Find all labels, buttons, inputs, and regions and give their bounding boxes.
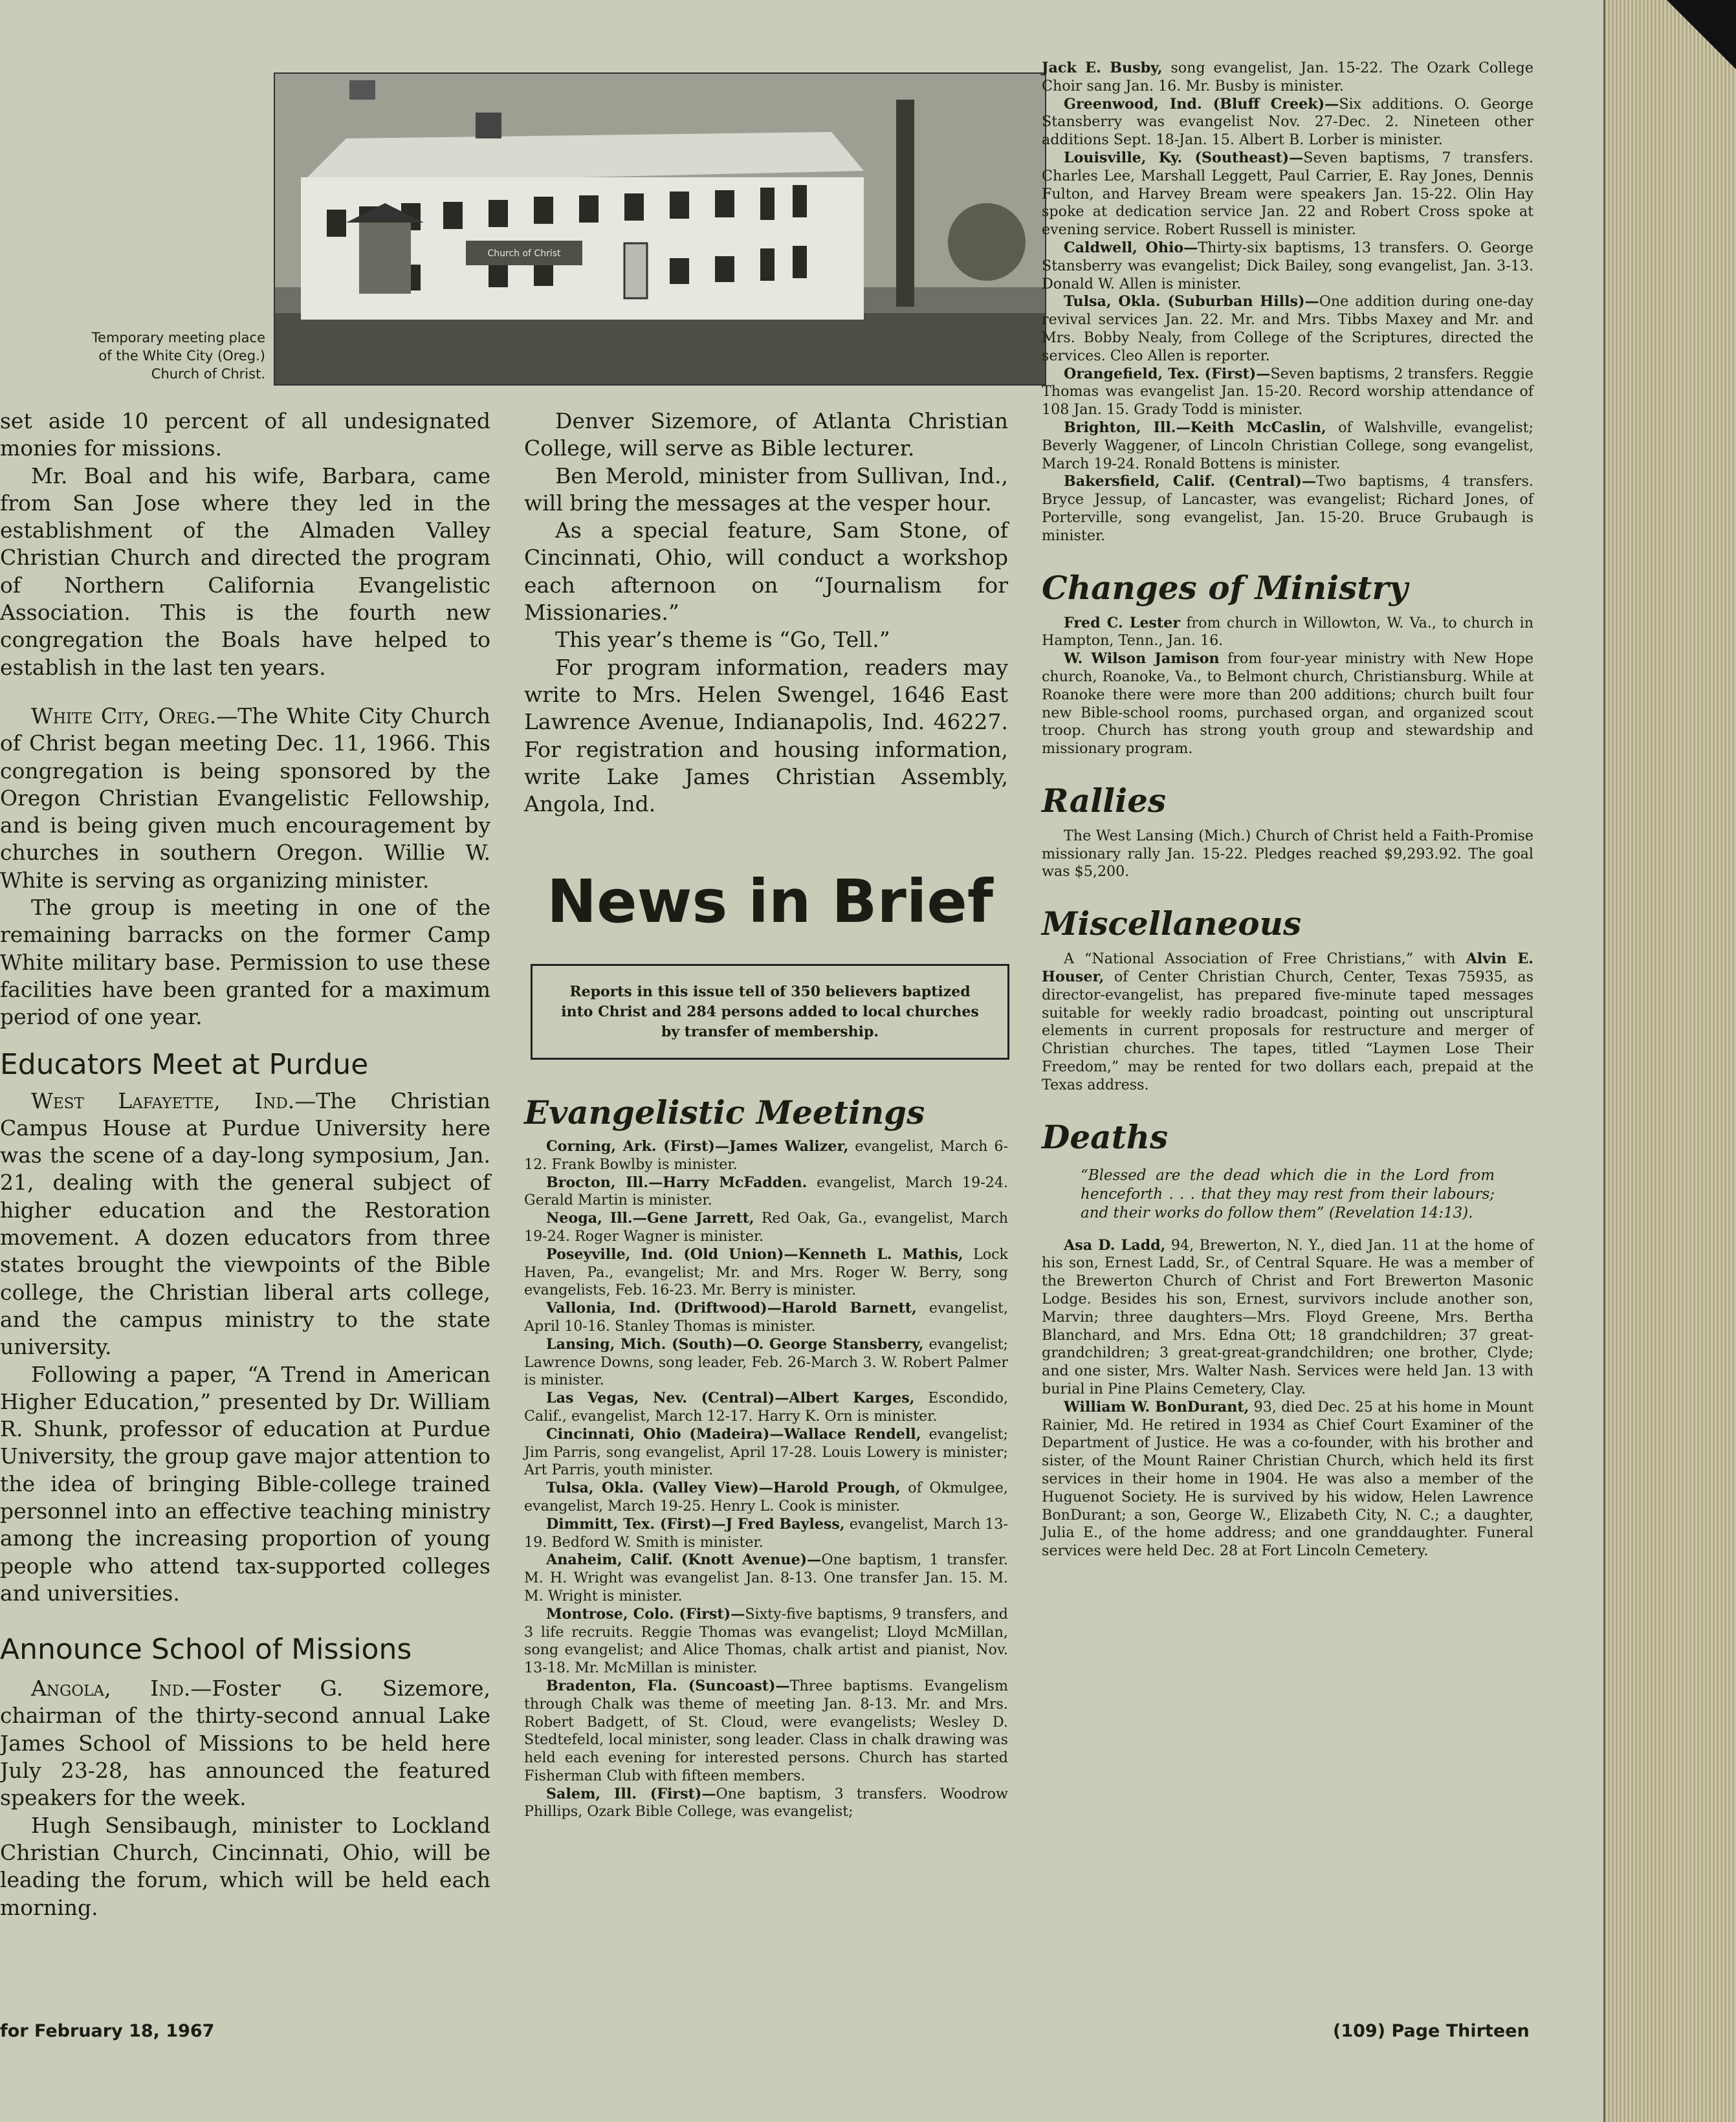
item-body: of Okmulgee, evangelist, March 19-25. Henry L. Cook is minister. [524,1480,1008,1515]
item-body: 94, Brewerton, N. Y., died Jan. 11 at the home of his son, Ernest Ladd, Sr., of Central Square. He was a member of the Brewerton Church of Christ and Fort Brewerton Masonic Lodge. Besides his son, Ernest, survivors include another son, Marvin; three daughters—Mrs. Floyd Greene, Mrs. Bertha Blanchard, and Mrs. Edna Ott; 18 grandchildren; 37 great-grandchildren; 3 great-great-grandchildren; one brother, Clyde; and one sister, Mrs. Walter Nash. Services were held Jan. 13 with burial in Pine Plains Cemetery, Clay. [1042,1236,1534,1398]
book-page-edges [1603,0,1736,2122]
list-item [1042,650,1533,758]
photo-caption [0,329,265,383]
evangelistic-list [524,1138,1008,1821]
deaths-heading: Deaths [1042,1117,1169,1156]
item-body: One baptism, 1 transfer. M. H. Wright was evangelist Jan. 8-13. One transfer Jan. 15. M. M. Wright is minister. [524,1551,1008,1604]
dateline: Angola, Ind. [31,1676,191,1701]
educators-headline: Educators Meet at Purdue [0,1047,369,1081]
list-item [524,1480,1008,1516]
item-lead: Brocton, Ill.—Harry McFadden. [546,1174,808,1191]
list-item [524,1336,1008,1390]
item-body: evangelist, March 13-19. Bedford W. Smith is minister. [524,1515,1008,1551]
item-body: Thirty-six baptisms, 13 transfers. O. George Stansberry was evangelist; Dick Bailey, song evangelist, Jan. 3-13. Donald W. Allen is minister. [1042,239,1533,292]
item-body: evangelist; Jim Parris, song evangelist, April 17-28. Louis Lowery is minister; Art Parris, youth minister. [524,1425,1008,1479]
list-item [524,1426,1008,1480]
list-item [524,1174,1008,1210]
item-body: evangelist, April 10-16. Stanley Thomas is minister. [524,1300,1008,1335]
caption-line: Temporary meeting place [91,330,265,345]
paragraph: This year’s theme is “Go, Tell.” [555,627,890,653]
caption-line: of the White City (Oreg.) [98,348,265,364]
list-item [1042,96,1533,149]
paragraph: For program information, readers may write to Mrs. Helen Swengel, 1646 East Lawrence Avenue, Indianapolis, Ind. 46227. For registration and housing information, write Lake James Christian Assembly, Angola, Ind. [524,654,1008,817]
list-item [524,1390,1008,1426]
paragraph: The group is meeting in one of the remaining barracks on the former Camp White military base. Permission to use these facilities have been granted for a maximum period of one year. [0,895,490,1030]
item-body: evangelist, March 6-12. Frank Bowlby is minister. [524,1138,1008,1173]
item-body: from church in Willowton, W. Va., to church in Hampton, Tenn., Jan. 16. [1042,614,1534,650]
deaths-quote-block [1042,1166,1533,1223]
paragraph: Denver Sizemore, of Atlanta Christian College, will serve as Bible lecturer. [524,408,1008,461]
item-lead: Montrose, Colo. (First)— [546,1605,745,1623]
item-body: Six additions. O. George Stansberry was evangelist Nov. 27-Dec. 2. Nineteen other additions Sept. 18-Jan. 15. Albert B. Lorber is minister. [1042,95,1533,149]
item-body: Three baptisms. Evangelism through Chalk was theme of meeting Jan. 8-13. Mr. and Mrs. Robert Badgett, of St. Cloud, were evangelists; Wesley D. Stedtefeld, local minister, song leader. Class in chalk drawing was held each evening for interested persons. Church has started Fisherman Club with fifteen members. [524,1677,1008,1784]
meetings-list-continued [1042,60,1533,545]
paragraph: The West Lansing (Mich.) Church of Christ held a Faith-Promise missionary rally Jan. 15-22. Pledges reached $9,293.92. The goal was $5,200. [1042,827,1533,881]
list-item [1042,615,1533,651]
caption-line: Church of Christ. [151,366,265,382]
list-item [1042,419,1533,473]
item-body: Sixty-five baptisms, 9 transfers, and 3 life recruits. Reggie Thomas was evangelist; Lloyd McMillan, song evangelist; and Alice Thomas, chalk artist and pianist, Nov. 13-18. Mr. McMillan is minister. [524,1605,1009,1677]
item-lead: Dimmitt, Tex. (First)—J Fred Bayless, [546,1515,845,1533]
list-item [1042,1237,1533,1399]
paragraph: —The Christian Campus House at Purdue University here was the scene of a day-long symposium, Jan. 21, dealing with the general subject of higher education and the Restoration movement. A dozen educators from three states brought the viewpoints of the Bible college, the Christian liberal arts college, and the campus ministry to the state university. [0,1088,490,1360]
evangelistic-section [524,1093,1008,1821]
item-body: Seven baptisms, 2 transfers. Reggie Thomas was evangelist Jan. 15-20. Record worship attendance of 108 Jan. 15. Grady Todd is minister. [1042,365,1533,419]
news-in-brief-title: News in Brief [547,867,993,936]
missions-continued-article [0,408,490,681]
list-item [524,1210,1008,1246]
item-lead: Tulsa, Okla. (Suburban Hills)— [1064,293,1319,311]
item-lead: Lansing, Mich. (South)—O. George Stansberry, [546,1335,924,1353]
item-body: evangelist, March 19-24. Gerald Martin is minister. [524,1174,1008,1209]
paragraph: set aside 10 percent of all undesignated monies for missions. [0,408,490,461]
list-item [524,1551,1008,1605]
list-item [1042,293,1533,365]
list-item [524,1516,1008,1552]
list-item [1042,1399,1533,1560]
item-lead: Jack E. Busby, [1042,60,1163,76]
item-lead: Orangefield, Tex. (First)— [1064,365,1271,382]
item-lead: Louisville, Ky. (Southeast)— [1064,149,1304,166]
rallies-heading: Rallies [1042,781,1167,820]
white-city-article [0,703,490,1031]
item-lead: Greenwood, Ind. (Bluff Creek)— [1064,95,1339,113]
paragraph: Ben Merold, minister from Sullivan, Ind., will bring the messages at the vesper hour. [524,463,1008,516]
paragraph: Following a paper, “A Trend in American Higher Education,” presented by Dr. William R. Shunk, professor of education at Purdue University, the group gave major attention to the idea of bringing Bible-college trained personnel into an effective teaching ministry among the increasing proportion of young people who attend tax-supported colleges and universities. [0,1361,490,1606]
sign-text: Church of Christ [487,248,561,259]
deaths-quote: “Blessed are the dead which die in the Lord from henceforth . . . that they may rest from their labours; and their works do follow them” (Revelation 14:13). [1081,1166,1495,1221]
dateline: White City, Oreg. [31,703,217,728]
paragraph: Hugh Sensibaugh, minister to Lockland Christian Church, Cincinnati, Ohio, will be leading the forum, which will be held each morning. [0,1812,490,1920]
item-body: Two baptisms, 4 transfers. Bryce Jessup, of Lancaster, was evangelist; Richard Jones, of Porterville, song evangelist, Jan. 15-20. Bruce Grubaugh is minister. [1042,473,1533,544]
item-body: Lock Haven, Pa., evangelist; Mr. and Mrs. Roger W. Berry, song evangelists, Feb. 16-23. Mr. Berry is minister. [524,1245,1008,1299]
misc-name: Alvin E. Houser, [1042,950,1533,986]
item-lead: Asa D. Ladd, [1064,1236,1166,1254]
missions-article [0,1675,490,1921]
item-lead: Bakersfield, Calif. (Central)— [1064,473,1317,490]
list-item [524,1300,1008,1336]
list-item [524,1786,1008,1822]
item-body: of Walshville, evangelist; Beverly Waggener, of Lincoln Christian College, song evangelist, March 19-24. Ronald Bottens is minister. [1042,419,1533,472]
paragraph: —The White City Church of Christ began meeting Dec. 11, 1966. This congregation is being sponsored by the Oregon Christian Evangelistic Fellowship, and is being given much encouragement by churches in southern Oregon. Willie W. White is serving as organizing minister. [0,703,491,893]
footer-page-number: (109) Page Thirteen [1333,2021,1530,2041]
column-2-top [524,408,1008,818]
evangelistic-heading: Evangelistic Meetings [524,1093,925,1132]
rallies-text [1042,827,1533,881]
item-lead: William W. BonDurant, [1064,1398,1249,1416]
item-body: Escondido, Calif., evangelist, March 12-17. Harry K. Orn is minister. [524,1390,1008,1425]
summary-box [531,964,1009,1060]
list-item [524,1246,1008,1300]
list-item [524,1138,1008,1174]
missions-headline: Announce School of Missions [0,1633,412,1667]
footer-date: for February 18, 1967 [0,2021,215,2041]
misc-heading: Miscellaneous [1042,904,1302,943]
paragraph: As a special feature, Sam Stone, of Cincinnati, Ohio, will conduct a workshop each afternoon on “Journalism for Missionaries.” [524,518,1008,626]
item-lead: Bradenton, Fla. (Suncoast)— [546,1677,790,1694]
list-item [1042,149,1533,239]
item-lead: Anaheim, Calif. (Knott Avenue)— [546,1551,822,1569]
deaths-list [1042,1237,1533,1560]
item-lead: Vallonia, Ind. (Driftwood)—Harold Barnett, [546,1300,917,1317]
list-item [1042,366,1533,419]
binding-corner [1667,0,1736,71]
item-lead: Corning, Ark. (First)—James Walizer, [546,1138,849,1155]
paragraph: —Foster G. Sizemore, chairman of the thirty-second annual Lake James School of Missions to be held here July 23-28, has announced the featured speakers for the week. [0,1676,490,1811]
item-lead: Las Vegas, Nev. (Central)—Albert Karges, [546,1390,915,1407]
church-photo [274,72,1046,386]
misc-body: of Center Christian Church, Center, Texas 75935, as director-evangelist, has prepared five-minute taped messages suitable for weekly radio broadcast, pointing out unscriptural elements in current proposals for restructure and merger of Christian churches. The tapes, titled “Laymen Lose Their Freedom,” may be rented for two dollars each, prepaid at the Texas address. [1042,968,1533,1093]
item-body: evangelist; Lawrence Downs, song leader, Feb. 26-March 3. W. Robert Palmer is minister. [524,1335,1009,1389]
paragraph: Mr. Boal and his wife, Barbara, came from San Jose where they led in the establishment of the Almaden Valley Christian Church and directed the program of Northern California Evangelistic Association. This is the fourth new congregation the Boals have helped to establish in the last ten years. [0,463,490,680]
misc-pre: A “National Association of Free Christians,” with [1064,950,1466,968]
item-body: song evangelist, Jan. 15-22. The Ozark College Choir sang Jan. 16. Mr. Busby is minister. [1042,60,1533,94]
misc-text [1042,950,1533,1094]
summary-text: Reports in this issue tell of 350 believers baptized into Christ and 284 persons added to local churches by transfer of membership. [561,983,979,1040]
changes-heading: Changes of Ministry [1042,568,1408,607]
item-body: One addition during one-day revival services Jan. 22. Mr. and Mrs. Tibbs Maxey and Mr. and Mrs. Bobby Nealy, from College of the Scriptures, directed the services. Cleo Allen is reporter. [1042,293,1533,364]
missions-article-continued [524,408,1008,818]
list-item [1042,473,1533,545]
item-lead: Salem, Ill. (First)— [546,1785,716,1802]
item-body: 93, died Dec. 25 at his home in Mount Rainier, Md. He retired in 1934 as Chief Court Examiner of the Department of Justice. He was a co-founder, with his brother and sister, of the Mount Rainer Christian Church, which held its first services in their home in 1904. He was also a member of the Huguenot Society. He is survived by his widow, Helen Lawrence BonDurant; a son, George W., Elizabeth City, N. C.; a daughter, Julia E., of the home address; and one granddaughter. Funeral services were held Dec. 28 at Fort Lincoln Cemetery. [1042,1398,1533,1560]
column-3 [1042,60,1533,1560]
item-body: from four-year ministry with New Hope church, Roanoke, Va., to Belmont church, Christiansburg. While at Roanoke there were more than 200 additions; church built four new Bible-school rooms, purchased organ, and organized scout troop. Church has strong youth group and stewardship and missionary program. [1042,650,1533,758]
list-item [1042,60,1533,96]
list-item [524,1606,1008,1678]
item-lead: Fred C. Lester [1064,614,1180,631]
item-lead: W. Wilson Jamison [1064,650,1220,668]
barracks-building-illustration [275,74,1045,384]
list-item [524,1678,1008,1786]
educators-article [0,1088,490,1608]
item-lead: Brighton, Ill.—Keith McCaslin, [1064,419,1326,436]
column-1 [0,408,490,1921]
item-body: Seven baptisms, 7 transfers. Charles Lee, Marshall Leggett, Paul Carrier, E. Ray Jones, Dennis Fulton, and Harvey Bream were speakers Jan. 15-22. Olin Hay spoke at dedication service Jan. 22 and Robert Cross spoke at evening service. Robert Russell is minister. [1042,149,1533,239]
item-body: One baptism, 3 transfers. Woodrow Phillips, Ozark Bible College, was evangelist; [524,1785,1008,1821]
item-lead: Cincinnati, Ohio (Madeira)—Wallace Rendell, [546,1425,921,1443]
item-lead: Neoga, Ill.—Gene Jarrett, [546,1210,754,1227]
item-lead: Poseyville, Ind. (Old Union)—Kenneth L. Mathis, [546,1245,963,1263]
list-item [1042,239,1533,293]
changes-list [1042,615,1533,758]
item-lead: Caldwell, Ohio— [1064,239,1198,256]
dateline: West Lafayette, Ind. [31,1088,295,1113]
item-body: Red Oak, Ga., evangelist, March 19-24. Roger Wagner is minister. [524,1210,1009,1245]
item-lead: Tulsa, Okla. (Valley View)—Harold Prough, [546,1480,901,1497]
